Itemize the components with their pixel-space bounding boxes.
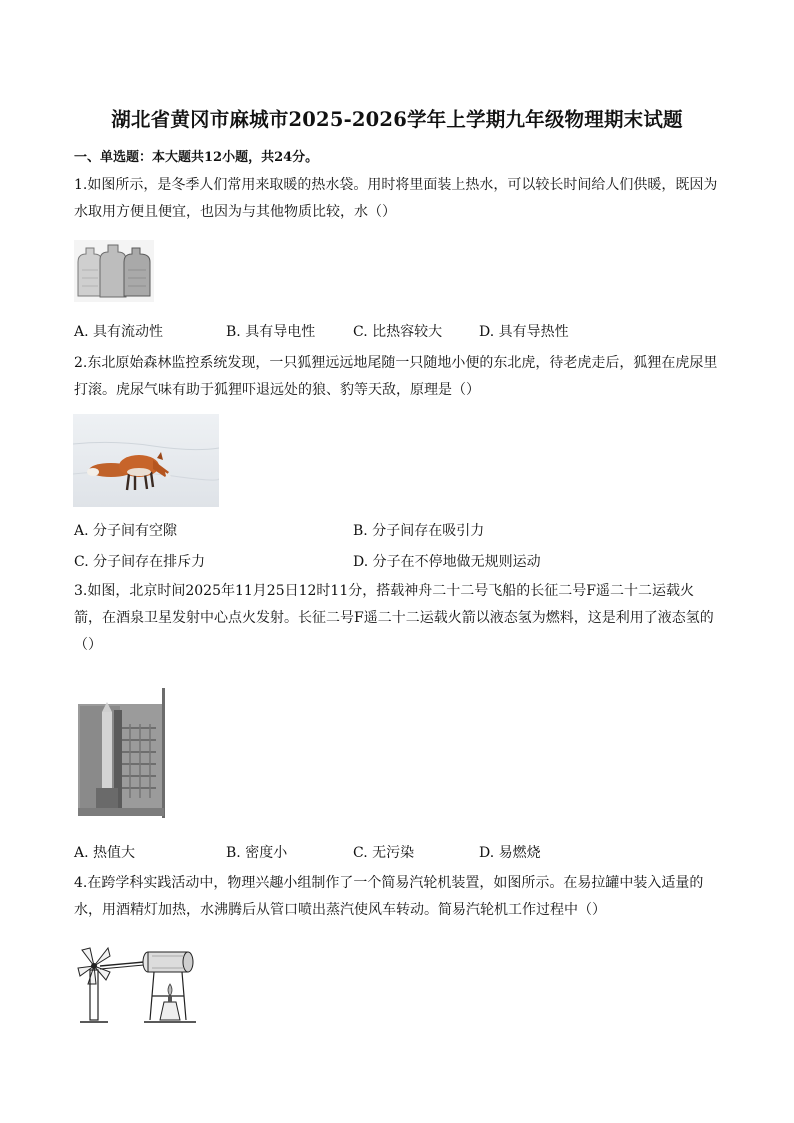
question-2-line-2: 打滚。虎尿气味有助于狐狸吓退远处的狼、豹等天敌，原理是（） (74, 382, 480, 398)
question-3-option-c: C. 无污染 (353, 845, 415, 861)
question-1-stem (74, 172, 724, 226)
question-4-line-2: 水，用酒精灯加热，水沸腾后从管口喷出蒸汽使风车转动。简易汽轮机工作过程中（） (74, 902, 606, 918)
question-1-option-b: B. 具有导电性 (226, 324, 316, 340)
question-2-option-d: D. 分子在不停地做无规则运动 (353, 554, 541, 570)
question-3-line-2: 箭，在酒泉卫星发射中心点火发射。长征二号F遥二十二运载火箭以液态氢为燃料，这是利用了液态氢的 (74, 610, 714, 626)
rocket-launch-image (76, 688, 168, 818)
question-2-line-1: 2.东北原始森林监控系统发现，一只狐狸远远地尾随一只随地小便的东北虎，待老虎走后，狐狸在虎尿里 (74, 355, 718, 371)
question-2-option-a: A. 分子间有空隙 (74, 523, 178, 539)
question-3-option-d: D. 易燃烧 (479, 845, 541, 861)
hot-water-bags-image (74, 240, 154, 302)
question-1-option-c: C. 比热容较大 (353, 324, 443, 340)
question-1-line-2: 水取用方便且便宜，也因为与其他物质比较，水（） (74, 204, 396, 220)
page-title: 湖北省黄冈市麻城市2025-2026学年上学期九年级物理期末试题 (111, 108, 683, 131)
question-1-option-d: D. 具有导热性 (479, 324, 569, 340)
fox-in-snow-image (73, 414, 219, 507)
question-2-option-b: B. 分子间存在吸引力 (353, 523, 485, 539)
question-3-line-3: （） (74, 637, 102, 653)
question-1-line-1: 1.如图所示，是冬季人们常用来取暖的热水袋。用时将里面装上热水，可以较长时间给人们供暖，既因为 (74, 177, 718, 193)
question-2-stem (74, 350, 724, 404)
steam-turbine-model-image (72, 940, 200, 1028)
question-2-option-c: C. 分子间存在排斥力 (74, 554, 206, 570)
section-heading: 一、单选题：本大题共12小题，共24分。 (74, 150, 319, 165)
question-3-line-1: 3.如图，北京时间2025年11月25日12时11分，搭载神舟二十二号飞船的长征二号F遥二十二运载火 (74, 583, 694, 599)
question-4-stem (74, 870, 724, 924)
question-3-stem (74, 578, 724, 659)
question-1-option-a: A. 具有流动性 (74, 324, 164, 340)
question-3-option-b: B. 密度小 (226, 845, 288, 861)
question-4-line-1: 4.在跨学科实践活动中，物理兴趣小组制作了一个简易汽轮机装置，如图所示。在易拉罐中装入适量的 (74, 875, 704, 891)
question-3-option-a: A. 热值大 (74, 845, 136, 861)
